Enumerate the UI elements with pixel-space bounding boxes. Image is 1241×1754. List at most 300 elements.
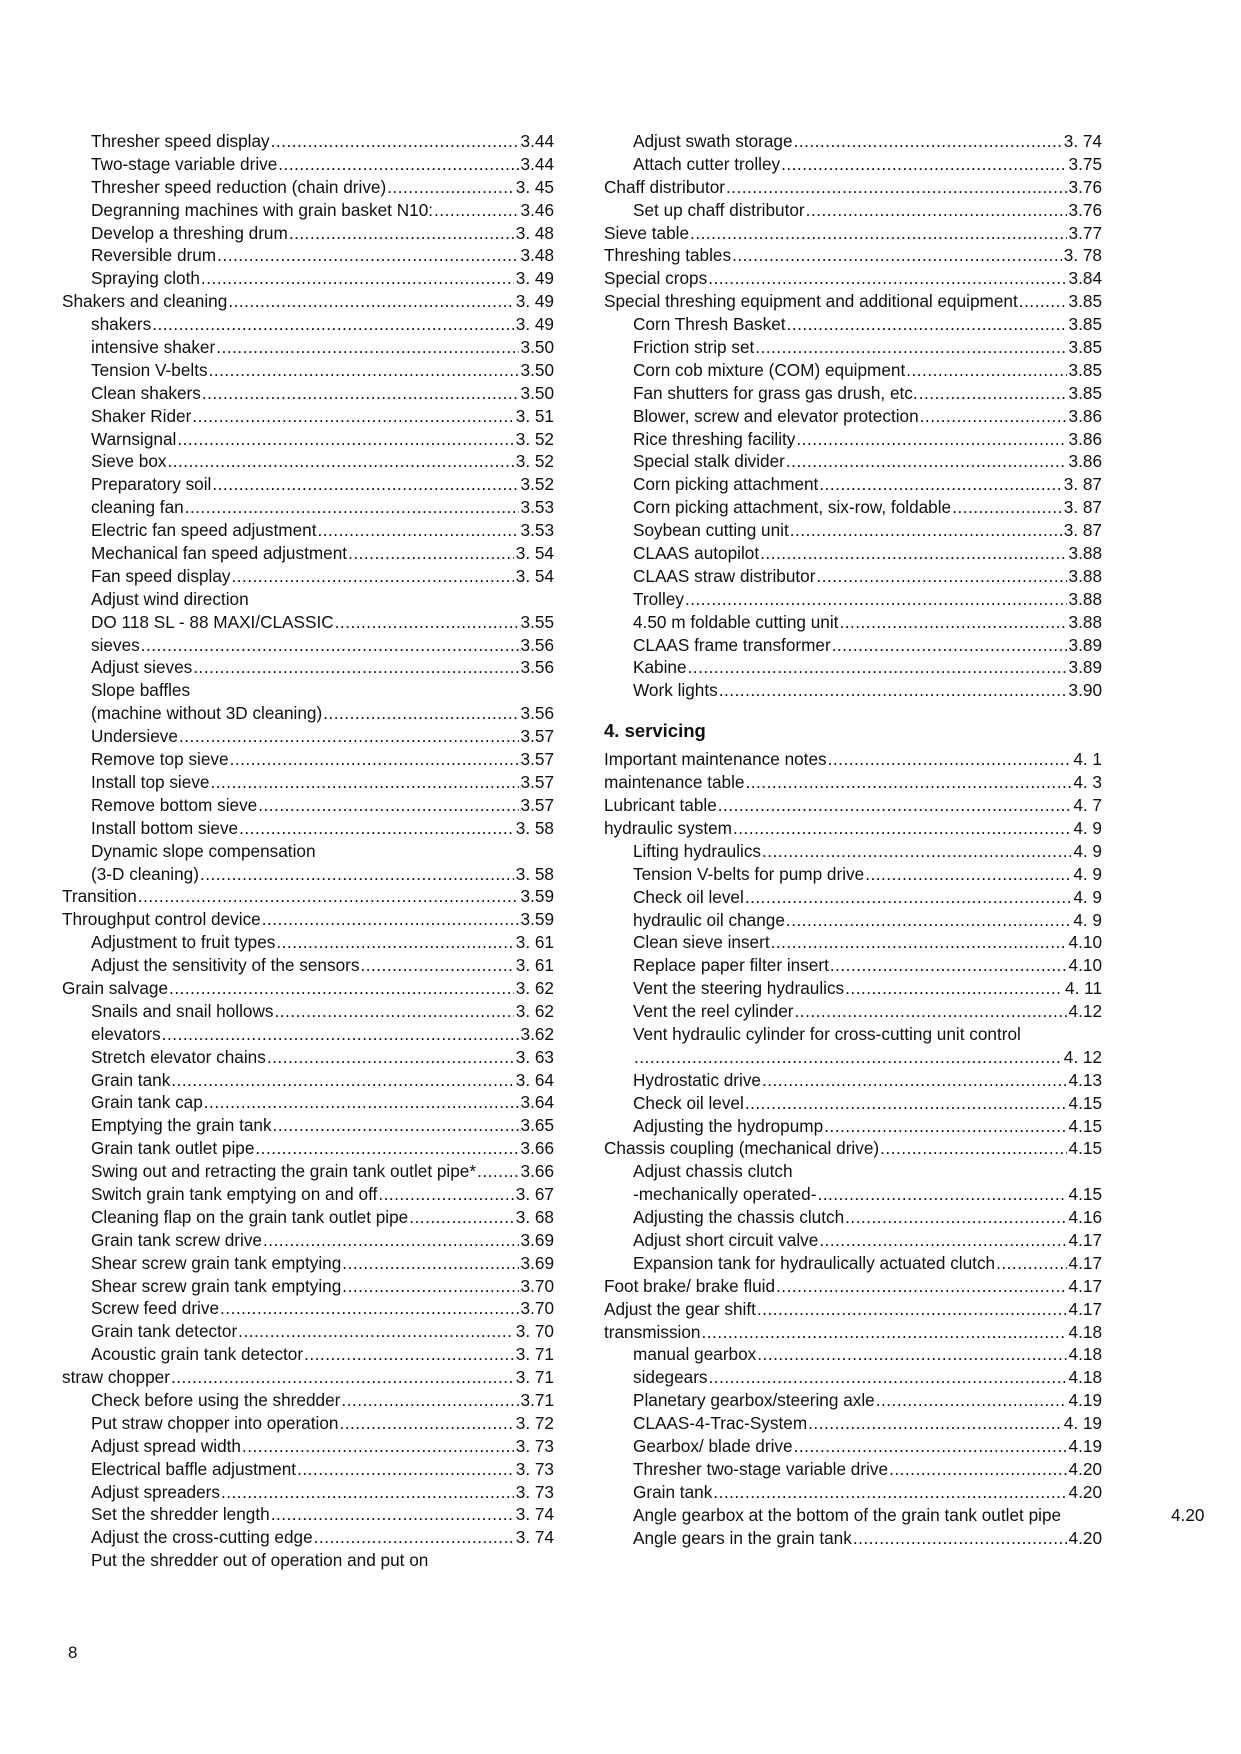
- toc-entry-page: 3. 73: [515, 1435, 554, 1456]
- toc-entry[interactable]: [62, 1320, 554, 1343]
- toc-entry-page: 3. 74: [1063, 131, 1102, 151]
- toc-entry-title: Install bottom sieve: [91, 817, 239, 838]
- toc-entry-page: 3. 63: [515, 1046, 554, 1067]
- toc-entry[interactable]: [62, 1389, 554, 1412]
- toc-entry-page: 3.59: [520, 886, 554, 907]
- toc-entry-title: Cleaning flap on the grain tank outlet pipe: [91, 1206, 409, 1227]
- toc-leader-dots: [274, 1000, 513, 1023]
- toc-entry-title: Shear screw grain tank emptying: [91, 1252, 342, 1273]
- toc-entry[interactable]: [62, 1046, 554, 1069]
- toc-leader-dots: [839, 611, 1066, 634]
- toc-entry-title: Adjust the gear shift: [604, 1298, 756, 1319]
- toc-entry-title: Tension V-belts for pump drive: [633, 863, 865, 884]
- toc-entry-page: 3.85: [1068, 314, 1102, 335]
- toc-leader-dots: [808, 1412, 1062, 1435]
- toc-leader-dots: [755, 336, 1066, 359]
- toc-entry-page: 4.15: [1068, 1092, 1102, 1113]
- toc-entry[interactable]: [604, 336, 1102, 359]
- toc-entry[interactable]: [604, 1389, 1102, 1412]
- toc-entry[interactable]: [62, 634, 554, 657]
- toc-leader-dots: [745, 886, 1072, 909]
- toc-entry-page: 3.53: [520, 520, 554, 541]
- toc-leader-dots: [880, 1137, 1066, 1160]
- toc-entry[interactable]: [604, 840, 1102, 863]
- toc-entry[interactable]: [62, 313, 554, 336]
- toc-entry[interactable]: [604, 473, 1102, 496]
- toc-leader-dots: [876, 1389, 1067, 1412]
- toc-leader-dots: [719, 679, 1067, 702]
- toc-leader-dots: [996, 1252, 1066, 1275]
- toc-leader-dots: [733, 817, 1071, 840]
- toc-entry[interactable]: [604, 1321, 1102, 1344]
- toc-leader-dots: [889, 1458, 1066, 1481]
- toc-entry-title: Angle gearbox at the bottom of the grain tank outlet pipe: [633, 1504, 1062, 1525]
- toc-entry-title: Snails and snail hollows: [91, 1000, 274, 1021]
- toc-entry-title: Electrical baffle adjustment: [91, 1458, 297, 1479]
- toc-entry[interactable]: [604, 1504, 1205, 1527]
- toc-entry-title: Blower, screw and elevator protection: [633, 405, 919, 426]
- toc-entry-page: 3.66: [520, 1138, 554, 1159]
- toc-entry-title: Special stalk divider: [633, 451, 785, 472]
- toc-entry-page: 4.20: [1068, 1527, 1102, 1548]
- toc-entry[interactable]: [604, 1252, 1102, 1275]
- toc-entry-page: 3.50: [520, 382, 554, 403]
- toc-entry-title: Clean shakers: [91, 382, 201, 403]
- toc-leader-dots: [745, 1092, 1067, 1115]
- toc-entry-page: 3.44: [520, 131, 554, 151]
- toc-entry-title: Grain tank: [633, 1481, 713, 1502]
- toc-entry-title: Adjust wind direction: [91, 588, 249, 609]
- toc-entry-title: Switch grain tank emptying on and off: [91, 1183, 378, 1204]
- toc-leader-dots: [828, 748, 1072, 771]
- toc-entry-page: 3.77: [1068, 222, 1102, 243]
- toc-entry[interactable]: [62, 817, 554, 840]
- toc-entry-title: Special crops: [604, 268, 708, 289]
- toc-entry[interactable]: [62, 428, 554, 451]
- toc-entry[interactable]: [604, 954, 1102, 977]
- toc-entry-page: 3.88: [1068, 588, 1102, 609]
- toc-entry[interactable]: [62, 359, 554, 382]
- toc-entry-title: Attach cutter trolley: [633, 153, 781, 174]
- toc-leader-dots: [906, 359, 1066, 382]
- toc-entry[interactable]: [604, 1206, 1102, 1229]
- toc-entry[interactable]: [62, 885, 554, 908]
- toc-entry[interactable]: [604, 863, 1102, 886]
- toc-entry-title: Angle gears in the grain tank: [633, 1527, 852, 1548]
- toc-entry-page: 3. 54: [515, 543, 554, 564]
- toc-entry-title: Planetary gearbox/steering axle: [633, 1390, 875, 1411]
- toc-entry-title: Stretch elevator chains: [91, 1046, 266, 1067]
- toc-entry-page: 3. 45: [515, 176, 554, 197]
- toc-leader-dots: [732, 244, 1062, 267]
- toc-entry[interactable]: [604, 1298, 1102, 1321]
- toc-entry[interactable]: [604, 1115, 1102, 1138]
- toc-entry[interactable]: [604, 382, 1102, 405]
- toc-leader-dots: [434, 199, 519, 222]
- toc-entry[interactable]: [604, 634, 1102, 657]
- toc-entry[interactable]: [604, 542, 1102, 565]
- toc-leader-dots: [920, 405, 1067, 428]
- toc-entry[interactable]: [62, 473, 554, 496]
- toc-entry-page: 3.55: [520, 611, 554, 632]
- toc-entry-title: Install top sieve: [91, 771, 210, 792]
- toc-entry-page: 3.56: [520, 703, 554, 724]
- toc-entry[interactable]: [62, 199, 554, 222]
- toc-entry[interactable]: [62, 130, 554, 153]
- toc-entry[interactable]: [62, 290, 554, 313]
- toc-leader-dots: [919, 382, 1067, 405]
- toc-entry-title: Check oil level: [633, 1092, 744, 1113]
- toc-entry[interactable]: [62, 1206, 554, 1229]
- toc-entry[interactable]: [62, 748, 554, 771]
- toc-entry-page: 3. 48: [515, 222, 554, 243]
- toc-entry[interactable]: [604, 405, 1102, 428]
- toc-leader-dots: [817, 1183, 1066, 1206]
- toc-entry[interactable]: [62, 1023, 554, 1046]
- toc-entry-title: Corn Thresh Basket: [633, 314, 786, 335]
- toc-entry[interactable]: [62, 656, 554, 679]
- toc-leader-dots: [701, 1321, 1066, 1344]
- toc-entry-title: Slope baffles: [91, 680, 191, 701]
- toc-leader-dots: [258, 794, 518, 817]
- toc-entry[interactable]: [604, 1023, 1102, 1046]
- toc-entry[interactable]: [62, 679, 554, 702]
- toc-entry[interactable]: [604, 977, 1102, 1000]
- toc-entry[interactable]: [604, 1137, 1102, 1160]
- toc-entry[interactable]: [62, 771, 554, 794]
- toc-entry-page: 4.18: [1068, 1367, 1102, 1388]
- toc-entry-title: Spraying cloth: [91, 268, 200, 289]
- toc-leader-dots: [796, 428, 1066, 451]
- toc-entry[interactable]: [604, 771, 1102, 794]
- toc-entry-page: 3. 64: [515, 1069, 554, 1090]
- toc-entry-title: hydraulic oil change: [633, 909, 785, 930]
- toc-entry[interactable]: [62, 611, 554, 634]
- toc-entry[interactable]: [604, 817, 1102, 840]
- toc-entry[interactable]: [604, 1527, 1102, 1550]
- toc-entry-title: Corn cob mixture (COM) equipment: [633, 359, 906, 380]
- toc-leader-dots: [271, 1503, 514, 1526]
- toc-entry-title: Remove bottom sieve: [91, 794, 258, 815]
- toc-entry-page: 3. 72: [515, 1412, 554, 1433]
- toc-entry-page: 4.15: [1068, 1115, 1102, 1136]
- toc-entry[interactable]: [62, 1069, 554, 1092]
- toc-entry[interactable]: [62, 496, 554, 519]
- toc-entry-page: 4. 7: [1073, 795, 1102, 816]
- toc-leader-dots: [787, 313, 1067, 336]
- toc-entry-page: 3. 73: [515, 1481, 554, 1502]
- toc-entry[interactable]: [62, 1343, 554, 1366]
- toc-leader-dots: [152, 313, 514, 336]
- toc-entry[interactable]: [62, 519, 554, 542]
- toc-entry[interactable]: [62, 267, 554, 290]
- toc-entry[interactable]: [62, 1000, 554, 1023]
- toc-entry-title: Important maintenance notes: [604, 749, 827, 770]
- toc-entry[interactable]: [62, 1160, 554, 1183]
- toc-leader-dots: [685, 588, 1067, 611]
- toc-entry-title: Fan speed display: [91, 565, 231, 586]
- toc-entry[interactable]: [604, 1000, 1102, 1023]
- toc-entry-title: Adjust spread width: [91, 1435, 241, 1456]
- toc-entry-page: 3.57: [520, 749, 554, 770]
- toc-entry[interactable]: [604, 794, 1102, 817]
- toc-entry-title: hydraulic system: [604, 817, 732, 838]
- toc-leader-dots: [262, 908, 519, 931]
- toc-leader-dots: [708, 267, 1066, 290]
- toc-entry-title: Grain tank cap: [91, 1092, 203, 1113]
- toc-entry[interactable]: [604, 359, 1102, 382]
- toc-entry-page: 4.17: [1068, 1252, 1102, 1273]
- toc-leader-dots: [341, 1389, 518, 1412]
- toc-entry[interactable]: [62, 1435, 554, 1458]
- toc-entry-page: 4.15: [1068, 1138, 1102, 1159]
- toc-entry[interactable]: [62, 1297, 554, 1320]
- toc-entry[interactable]: [604, 1046, 1102, 1069]
- toc-entry[interactable]: [62, 1275, 554, 1298]
- toc-leader-dots: [845, 977, 1063, 1000]
- toc-entry-page: 3.57: [520, 771, 554, 792]
- toc-entry-page: 3. 70: [515, 1321, 554, 1342]
- toc-leader-dots: [263, 1229, 519, 1252]
- toc-entry[interactable]: [62, 908, 554, 931]
- section-heading-servicing: 4. servicing: [604, 720, 706, 742]
- toc-entry-page: 3. 68: [515, 1206, 554, 1227]
- toc-entry-page: 3. 61: [515, 932, 554, 953]
- toc-entry[interactable]: [62, 1412, 554, 1435]
- toc-entry[interactable]: [604, 611, 1102, 634]
- toc-entry[interactable]: [62, 954, 554, 977]
- toc-entry-title: Adjust swath storage: [633, 131, 793, 151]
- toc-entry-title: Swing out and retracting the grain tank outlet pipe*: [91, 1161, 477, 1182]
- toc-entry-page: 4.20: [1068, 1481, 1102, 1502]
- toc-entry-page: 3.89: [1068, 634, 1102, 655]
- toc-leader-dots: [200, 863, 514, 886]
- toc-entry[interactable]: [62, 863, 554, 886]
- toc-entry-page: 3. 61: [515, 955, 554, 976]
- toc-leader-dots: [762, 1069, 1067, 1092]
- toc-entry-title: Dynamic slope compensation: [91, 840, 316, 861]
- toc-entry[interactable]: [604, 1412, 1102, 1435]
- toc-entry-page: 4.19: [1068, 1390, 1102, 1411]
- toc-entry[interactable]: [62, 1549, 554, 1572]
- toc-leader-dots: [242, 1435, 514, 1458]
- toc-entry[interactable]: [604, 565, 1102, 588]
- toc-entry[interactable]: [604, 130, 1102, 153]
- toc-entry[interactable]: [62, 1526, 554, 1549]
- toc-entry[interactable]: [62, 176, 554, 199]
- toc-entry[interactable]: [62, 588, 554, 611]
- toc-entry[interactable]: [604, 1092, 1102, 1115]
- toc-entry-title: Set up chaff distributor: [633, 199, 805, 220]
- toc-entry-page: 3.53: [520, 497, 554, 518]
- toc-entry-title: Adjust chassis clutch: [633, 1161, 793, 1182]
- toc-entry-page: 3.66: [520, 1161, 554, 1182]
- toc-entry-title: Put straw chopper into operation: [91, 1412, 339, 1433]
- toc-entry[interactable]: [62, 1366, 554, 1389]
- toc-leader-dots: [342, 1252, 518, 1275]
- toc-entry-page: 3. 78: [1063, 245, 1102, 266]
- toc-entry-title: Grain tank: [91, 1069, 171, 1090]
- toc-entry[interactable]: [62, 382, 554, 405]
- toc-leader-dots: [819, 1229, 1066, 1252]
- toc-entry[interactable]: [604, 1275, 1102, 1298]
- toc-entry-title: Adjust the cross-cutting edge: [91, 1527, 313, 1548]
- toc-entry[interactable]: [62, 1252, 554, 1275]
- toc-entry[interactable]: [62, 336, 554, 359]
- toc-leader-dots: [202, 382, 519, 405]
- toc-entry-title: CLAAS autopilot: [633, 543, 760, 564]
- toc-entry[interactable]: [62, 565, 554, 588]
- toc-entry[interactable]: [604, 244, 1102, 267]
- toc-entry[interactable]: [604, 222, 1102, 245]
- toc-entry[interactable]: [604, 588, 1102, 611]
- toc-entry[interactable]: [62, 1458, 554, 1481]
- toc-entry[interactable]: [62, 244, 554, 267]
- toc-entry[interactable]: [62, 1114, 554, 1137]
- toc-entry-page: 4. 9: [1073, 863, 1102, 884]
- toc-entry[interactable]: [604, 450, 1102, 473]
- toc-entry[interactable]: [604, 199, 1102, 222]
- toc-entry[interactable]: [604, 1458, 1102, 1481]
- toc-leader-dots: [688, 656, 1067, 679]
- toc-entry-page: 4. 9: [1073, 886, 1102, 907]
- toc-entry[interactable]: [604, 1366, 1102, 1389]
- toc-leader-dots: [212, 473, 518, 496]
- toc-entry[interactable]: [604, 909, 1102, 932]
- toc-entry[interactable]: [62, 542, 554, 565]
- toc-leader-dots: [217, 244, 518, 267]
- toc-entry[interactable]: [62, 1481, 554, 1504]
- toc-leader-dots: [781, 153, 1066, 176]
- toc-entry-title: Replace paper filter insert: [633, 955, 829, 976]
- toc-entry-title: cleaning fan: [91, 497, 184, 518]
- toc-entry-title: Throughput control device: [62, 909, 261, 930]
- toc-entry-title: Thresher speed display: [91, 131, 270, 151]
- toc-entry[interactable]: [604, 748, 1102, 771]
- toc-entry[interactable]: [604, 1229, 1102, 1252]
- toc-entry[interactable]: [62, 1183, 554, 1206]
- toc-entry[interactable]: [604, 1069, 1102, 1092]
- toc-entry[interactable]: [62, 977, 554, 1000]
- toc-entry[interactable]: [62, 840, 554, 863]
- toc-entry[interactable]: [604, 679, 1102, 702]
- toc-entry-page: 3.62: [520, 1023, 554, 1044]
- toc-leader-dots: [832, 634, 1067, 657]
- toc-entry-page: 3.76: [1068, 199, 1102, 220]
- toc-leader-dots: [169, 977, 514, 1000]
- toc-entry[interactable]: [62, 153, 554, 176]
- toc-entry-title: Vent hydraulic cylinder for cross-cutting unit control: [633, 1023, 1021, 1044]
- toc-entry-page: 3.57: [520, 726, 554, 747]
- toc-entry-title: 4.50 m foldable cutting unit: [633, 611, 839, 632]
- toc-entry[interactable]: [604, 267, 1102, 290]
- toc-leader-dots: [790, 519, 1062, 542]
- toc-leader-dots: [360, 954, 513, 977]
- toc-entry-title: Adjust short circuit valve: [633, 1229, 819, 1250]
- toc-leader-dots: [477, 1160, 518, 1183]
- toc-entry-page: 4.10: [1068, 955, 1102, 976]
- toc-entry-title: Transition: [62, 886, 137, 907]
- toc-entry-title: Work lights: [633, 680, 718, 701]
- toc-entry[interactable]: [604, 496, 1102, 519]
- toc-entry-title: Check oil level: [633, 886, 744, 907]
- toc-entry-title: Shear screw grain tank emptying: [91, 1275, 342, 1296]
- toc-entry-page: 4.12: [1068, 1001, 1102, 1022]
- toc-entry[interactable]: [604, 428, 1102, 451]
- toc-entry[interactable]: [604, 1435, 1102, 1458]
- toc-entry[interactable]: [604, 886, 1102, 909]
- toc-entry-page: 3.90: [1068, 680, 1102, 701]
- toc-entry-page: 3.52: [520, 474, 554, 495]
- toc-leader-dots: [210, 771, 518, 794]
- toc-entry[interactable]: [604, 1343, 1102, 1366]
- toc-leader-dots: [952, 496, 1062, 519]
- toc-leader-dots: [845, 1206, 1066, 1229]
- toc-entry-page: 3.48: [520, 245, 554, 266]
- toc-leader-dots: [177, 428, 513, 451]
- toc-entry-title: Threshing tables: [604, 245, 732, 266]
- toc-entry-title: Clean sieve insert: [633, 932, 770, 953]
- toc-section-continued: [604, 130, 1102, 702]
- toc-right-column: [604, 130, 1205, 1549]
- toc-leader-dots: [201, 267, 514, 290]
- toc-entry[interactable]: [604, 290, 1102, 313]
- toc-entry[interactable]: [62, 1229, 554, 1252]
- toc-entry[interactable]: [604, 1160, 1102, 1183]
- toc-entry[interactable]: [604, 931, 1102, 954]
- toc-entry[interactable]: [62, 450, 554, 473]
- toc-entry-title: Rice threshing facility: [633, 428, 796, 449]
- toc-entry-title: Kabine: [633, 657, 687, 678]
- toc-entry[interactable]: [604, 519, 1102, 542]
- toc-entry[interactable]: [604, 313, 1102, 336]
- toc-entry[interactable]: [62, 702, 554, 725]
- toc-entry[interactable]: [604, 656, 1102, 679]
- toc-entry-title: transmission: [604, 1321, 701, 1342]
- toc-entry[interactable]: [62, 725, 554, 748]
- toc-entry[interactable]: [604, 176, 1102, 199]
- toc-entry[interactable]: [62, 1503, 554, 1526]
- toc-entry-title: Special threshing equipment and additional equipment: [604, 291, 1018, 312]
- toc-entry[interactable]: [62, 405, 554, 428]
- toc-leader-dots: [806, 199, 1067, 222]
- toc-entry-title: Grain salvage: [62, 977, 169, 998]
- toc-entry-page: 3.85: [1068, 359, 1102, 380]
- toc-leader-dots: [757, 1298, 1067, 1321]
- toc-entry[interactable]: [62, 1137, 554, 1160]
- toc-entry[interactable]: [62, 931, 554, 954]
- toc-entry-page: 3. 73: [515, 1458, 554, 1479]
- toc-entry[interactable]: [62, 794, 554, 817]
- toc-entry-title: Develop a threshing drum: [91, 222, 288, 243]
- toc-entry-page: 3.69: [520, 1252, 554, 1273]
- toc-entry[interactable]: [604, 1481, 1102, 1504]
- toc-entry-title: Hydrostatic drive: [633, 1069, 761, 1090]
- toc-leader-dots: [289, 222, 514, 245]
- toc-entry[interactable]: [62, 1091, 554, 1114]
- toc-leader-dots: [760, 542, 1066, 565]
- toc-entry-page: 3.88: [1068, 565, 1102, 586]
- toc-entry[interactable]: [604, 153, 1102, 176]
- toc-leader-dots: [220, 1297, 519, 1320]
- toc-entry-title: Grain tank detector: [91, 1321, 238, 1342]
- toc-entry-page: 3.75: [1068, 153, 1102, 174]
- toc-entry[interactable]: [62, 222, 554, 245]
- toc-leader-dots: [232, 565, 514, 588]
- toc-entry[interactable]: [604, 1183, 1102, 1206]
- toc-entry-title: (machine without 3D cleaning): [91, 703, 323, 724]
- toc-entry-page: 3. 87: [1063, 474, 1102, 495]
